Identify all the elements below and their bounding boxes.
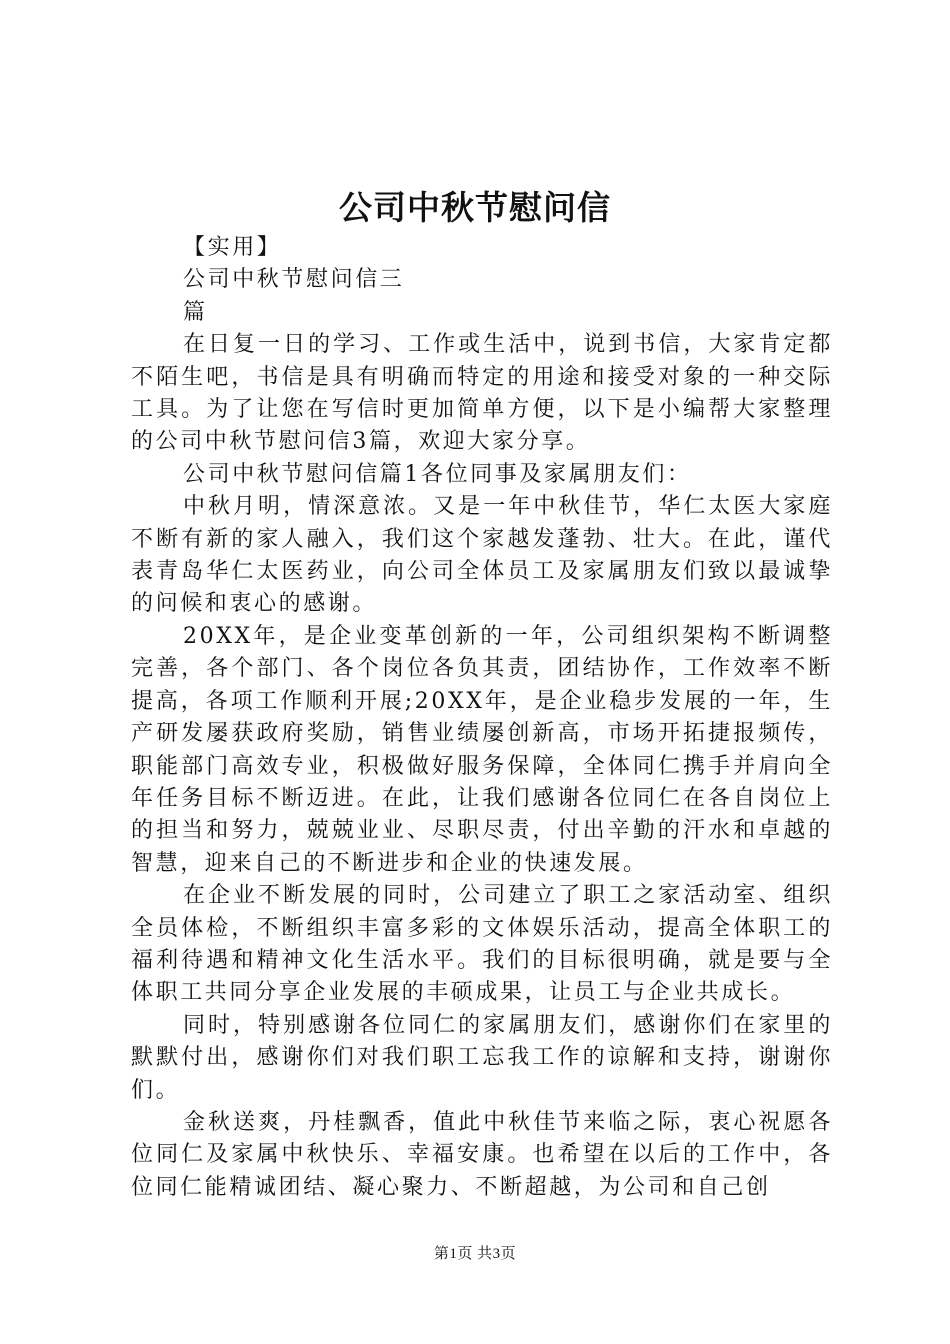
paragraph-greeting: 中秋月明，情深意浓。又是一年中秋佳节，华仁太医大家庭不断有新的家人融入，我们这个家越发蓬勃、壮大。在此，谨代表青岛华仁太医药业，向公司全体员工及家属朋友们致以最诚挚的问候和衷心的感谢。 <box>131 494 833 617</box>
page-footer: 第1页 共3页 <box>433 1246 517 1262</box>
paragraph-wishes: 金秋送爽，丹桂飘香，值此中秋佳节来临之际，衷心祝愿各位同仁及家属中秋快乐、幸福安康。也希望在以后的工作中，各位同仁能精诚团结、凝心聚力、不断超越，为公司和自己创 <box>131 1109 833 1200</box>
paragraph-tag: 【实用】 <box>183 235 282 260</box>
paragraph-intro: 在日复一日的学习、工作或生活中，说到书信，大家肯定都不陌生吧，书信是具有明确而特定的用途和接受对象的一种交际工具。为了让您在写信时更加简单方便，以下是小编帮大家整理的公司中秋节慰问信3篇，欢迎大家分享。 <box>131 332 833 455</box>
document-title: 公司中秋节慰问信 <box>339 188 611 227</box>
paragraph-family-thanks: 同时，特别感谢各位同仁的家属朋友们，感谢你们在家里的默默付出，感谢你们对我们职工忘我工作的谅解和支持，谢谢你们。 <box>131 1012 833 1103</box>
document-body <box>131 232 833 1204</box>
paragraph-review: 20XX年，是企业变革创新的一年，公司组织架构不断调整完善，各个部门、各个岗位各负其责，团结协作，工作效率不断提高，各项工作顺利开展;20XX年，是企业稳步发展的一年，生产研发屡获政府奖励，销售业绩屡创新高，市场开拓捷报频传，职能部门高效专业，积极做好服务保障，全体同仁携手并肩向全年任务目标不断迈进。在此，让我们感谢各位同仁在各自岗位上的担当和努力，兢兢业业、尽职尽责，付出辛勤的汗水和卓越的智慧，迎来自己的不断进步和企业的快速发展。 <box>131 623 833 876</box>
paragraph-subtitle-cont: 篇 <box>183 299 208 325</box>
paragraph-subtitle: 公司中秋节慰问信三 <box>183 267 405 293</box>
paragraph-letter-heading: 公司中秋节慰问信篇1各位同事及家属朋友们： <box>183 461 692 487</box>
paragraph-welfare: 在企业不断发展的同时，公司建立了职工之家活动室、组织全员体检，不断组织丰富多彩的文体娱乐活动，提高全体职工的福利待遇和精神文化生活水平。我们的目标很明确，就是要与全体职工共同分享企业发展的丰硕成果，让员工与企业共成长。 <box>131 883 833 1006</box>
